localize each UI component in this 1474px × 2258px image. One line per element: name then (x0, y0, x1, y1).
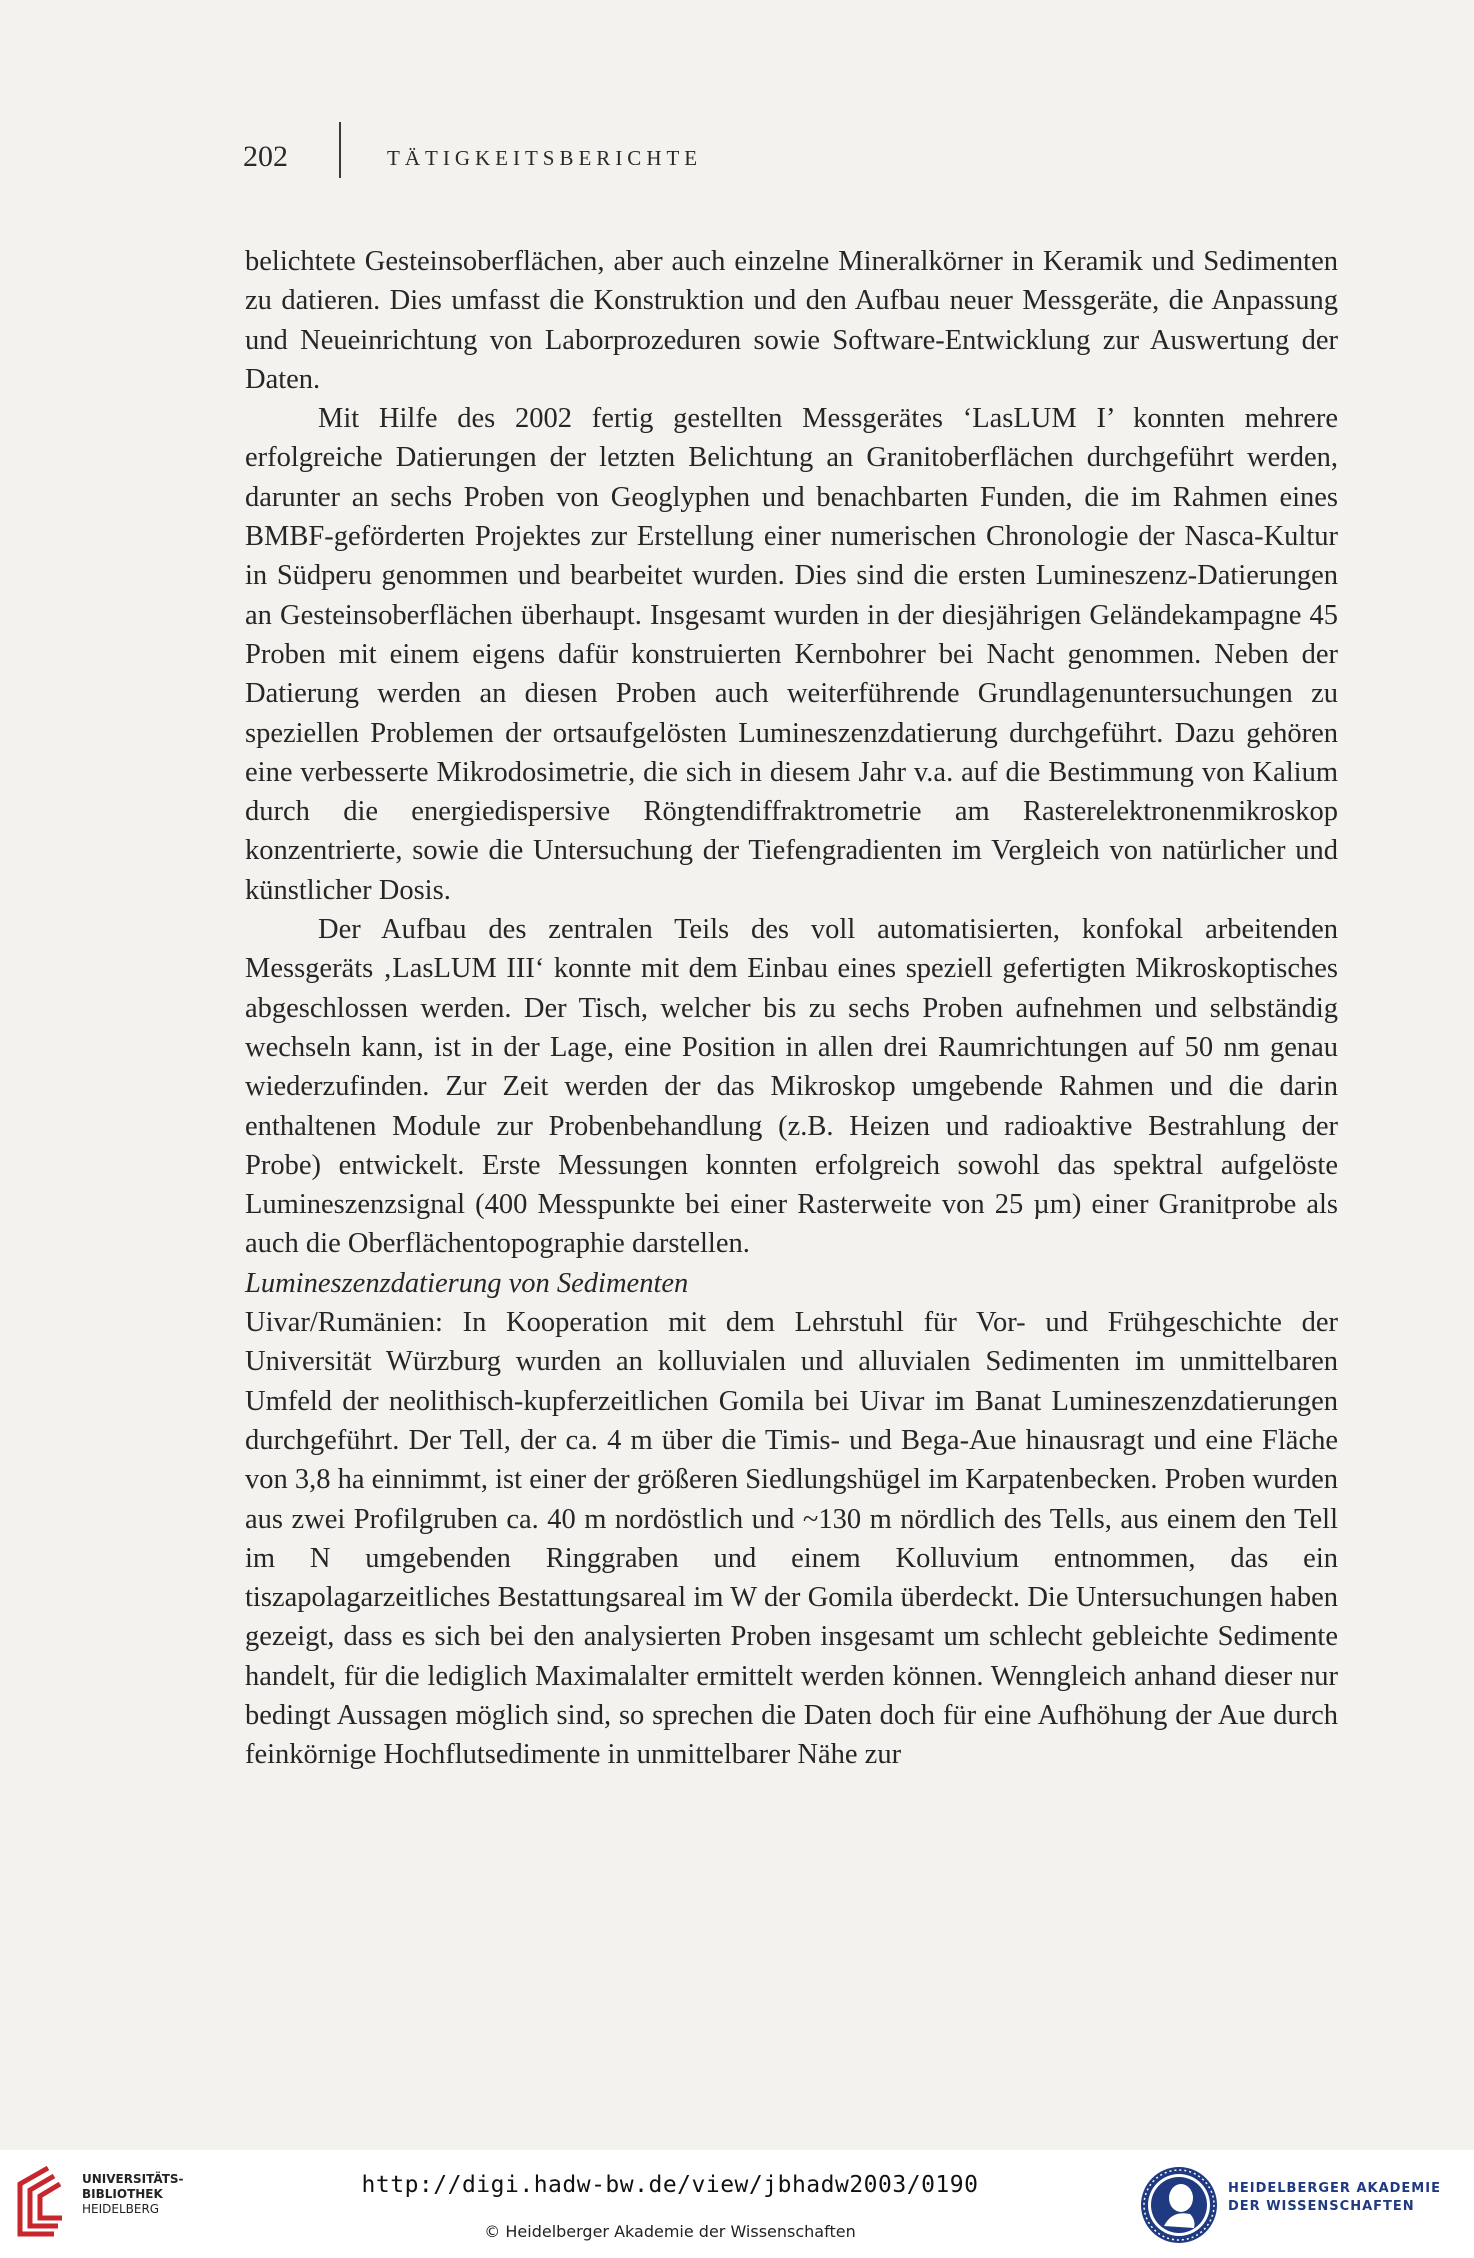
paragraph-1: belichtete Gesteinsoberflächen, aber auch einzelne Mineralkörner in Keramik und Sedimenten zu datieren. Dies umfasst die Konstruktion und den Aufbau neuer Messgeräte, die Anpassung und Neueinrichtung von Laborprozeduren sowie Software-Entwicklung zur Auswertung der Daten. (245, 246, 1338, 395)
section-title: TÄTIGKEITSBERICHTE (387, 146, 703, 170)
academy-line-2: DER WISSENSCHAFTEN (1228, 2199, 1415, 2214)
paragraph-3: Der Aufbau des zentralen Teils des voll automatisierten, konfokal arbeitenden Messgeräts ‚LasLUM III‘ konnte mit dem Einbau eines speziell gefertigten Mikroskoptisches abgeschlossen werden. Der Tisch, welcher bis zu sechs Proben aufnehmen und selbständig wechseln kann, ist in der Lage, eine Position in allen drei Raumrichtungen auf 50 nm genau wiederzufinden. Zur Zeit werden der das Mikroskop umgebende Rahmen und die darin enthaltenen Module zur Probenbehandlung (z.B. Heizen und radioaktive Bestrahlung der Probe) entwickelt. Erste Messungen konnten erfolgreich sowohl das spektral aufgelöste Lumineszenzsignal (400 Messpunkte bei einer Rasterweite von 25 µm) einer Granitprobe als auch die Oberflächentopographie darstellen. (245, 914, 1338, 1260)
library-logo-icon (14, 2164, 76, 2238)
library-line-3: HEIDELBERG (82, 2202, 160, 2216)
paragraph-4: Uivar/Rumänien: In Kooperation mit dem Lehrstuhl für Vor- und Frühgeschichte der Universität Würzburg wurden an kolluvialen und alluvialen Sedimenten im unmittelbaren Umfeld der neolithisch-kupferzeitlichen Gomila bei Uivar im Banat Lumineszenzdatierungen durchgeführt. Der Tell, der ca. 4 m über die Timis- und Bega-Aue hinausragt und eine Fläche von 3,8 ha einnimmt, ist einer der größeren Siedlungshügel im Karpatenbecken. Proben wurden aus zwei Profilgruben ca. 40 m nordöstlich und ~130 m nördlich des Tells, aus einem den Tell im N umgebenden Ringgraben und einem Kolluvium entnommen, das ein tiszapolagarzeitliches Bestattungsareal im W der Gomila überdeckt. Die Untersuchungen haben gezeigt, dass es sich bei den analysierten Proben insgesamt um schlecht gebleichte Sedimente handelt, für die lediglich Maximalalter ermittelt werden können. Wenngleich anhand dieser nur bedingt Aussagen möglich sind, so sprechen die Daten doch für eine Aufhöhung der Aue durch feinkörnige Hochflutsedimente in unmittelbarer Nähe zur (245, 1307, 1339, 1771)
academy-name (1228, 2180, 1441, 2216)
library-line-2: BIBLIOTHEK (82, 2187, 163, 2201)
header-divider (339, 122, 341, 178)
footer-bar (0, 2150, 1474, 2258)
paragraph-2: Mit Hilfe des 2002 fertig gestellten Messgerätes ‘LasLUM I’ konnten mehrere erfolgreiche Datierungen der letzten Belichtung an Granitoberflächen durchgeführt werden, darunter an sechs Proben von Geoglyphen und benachbarten Funden, die im Rahmen eines BMBF-geförderten Projektes zur Erstellung einer numerischen Chronologie der Nasca-Kultur in Südperu genommen und bearbeitet wurden. Dies sind die ersten Lumineszenz-Datierungen an Gesteinsoberflächen überhaupt. Insgesamt wurden in der diesjährigen Geländekampagne 45 Proben mit einem eigens dafür konstruierten Kernbohrer bei Nacht genommen. Neben der Datierung werden an diesen Proben auch weiterführende Grundlagenuntersuchungen zu speziellen Problemen der ortsaufgelösten Lumineszenzdatierung durchgeführt. Dazu gehören eine verbesserte Mikrodosimetrie, die sich in diesem Jahr v.a. auf die Bestimmung von Kalium durch die energiedispersive Röngtendiffraktrometrie am Rasterelektronenmikroskop konzentrierte, sowie die Untersuchung der Tiefengradienten im Vergleich von natürlicher und künstlicher Dosis. (245, 403, 1338, 906)
permalink[interactable]: http://digi.hadw-bw.de/view/jbhadw2003/0190 (361, 2172, 979, 2198)
subheading: Lumineszenzdatierung von Sedimenten (245, 1267, 689, 1299)
library-line-1: UNIVERSITÄTS- (82, 2172, 184, 2186)
academy-seal-icon (1138, 2164, 1220, 2246)
academy-line-1: HEIDELBERGER AKADEMIE (1228, 2181, 1441, 2196)
copyright-notice: © Heidelberger Akademie der Wissenschaften (484, 2222, 856, 2241)
body-text (245, 242, 1338, 1775)
page-number: 202 (243, 140, 288, 173)
library-name (82, 2172, 184, 2217)
